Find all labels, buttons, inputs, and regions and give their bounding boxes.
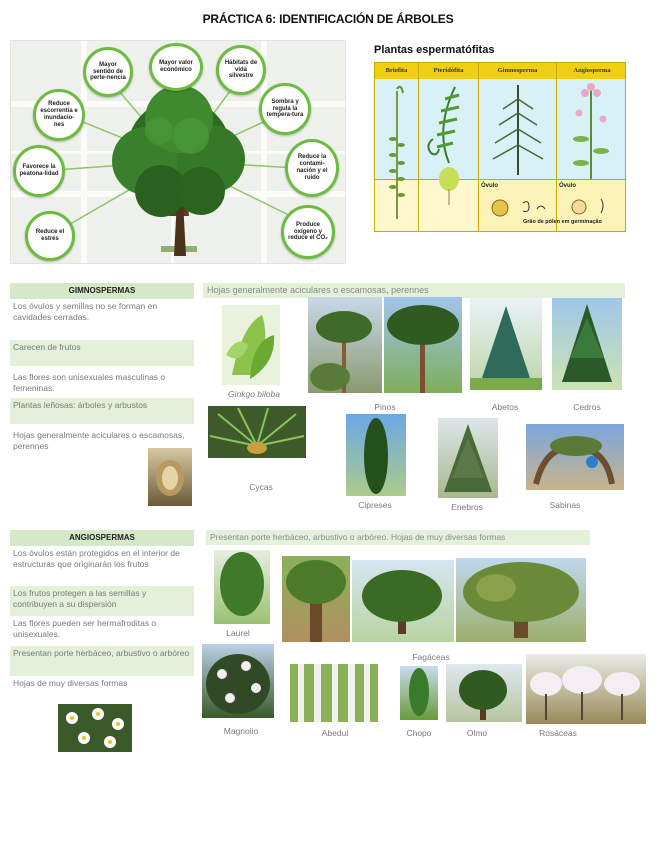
angiospermas-banner: Presentan porte herbáceo, arbustivo o arbóreo. Hojas de muy diversas formas bbox=[206, 530, 590, 545]
column-header: Briofita bbox=[375, 63, 419, 79]
abedul-photo bbox=[290, 664, 378, 722]
benefit-bubble: Produce oxígeno y reduce el CO₂ bbox=[281, 205, 335, 259]
rosaceas-photo bbox=[526, 654, 646, 724]
caption-olmo: Olmo bbox=[466, 728, 488, 738]
cipreses-photo bbox=[346, 414, 406, 496]
plant-illustrations bbox=[375, 79, 626, 232]
caption-enebros: Enebros bbox=[451, 502, 483, 512]
gimnospermas-header: GIMNOSPERMAS bbox=[10, 283, 194, 299]
fagaceas-photo-1 bbox=[282, 556, 350, 642]
benefit-bubble: Mayor sentido de perte-nencia bbox=[83, 47, 133, 97]
angiospermas-header: ANGIOSPERMAS bbox=[10, 530, 194, 546]
caption-rosaceas: Rosáceas bbox=[539, 728, 577, 738]
gimnospermas-row: Las flores son unisexuales masculinas o femeninas. bbox=[13, 372, 166, 393]
benefit-bubble: Favorece la peatona-lidad bbox=[13, 145, 65, 197]
ovulo-label: Óvulo bbox=[559, 183, 577, 189]
flowers-photo bbox=[58, 704, 132, 752]
benefit-bubble: Mayor valor económico bbox=[149, 43, 203, 91]
gimnospermas-row: Plantas leñosas: árboles y arbustos bbox=[10, 398, 194, 424]
angiospermas-row: Presentan porte herbáceo, arbustivo o arbóreo bbox=[10, 646, 194, 676]
column-header: Pteridófita bbox=[419, 63, 479, 79]
magnolio-photo bbox=[202, 644, 274, 718]
gimnospermas-banner: Hojas generalmente aciculares o escamosas, perennes bbox=[203, 283, 625, 298]
ginkgo-photo bbox=[222, 305, 280, 385]
plantas-title: Plantas espermatófitas bbox=[374, 44, 495, 56]
caption-laurel: Laurel bbox=[226, 628, 250, 638]
caption-cipreses: Cipreses bbox=[358, 500, 392, 510]
abetos-photo bbox=[470, 298, 542, 390]
caption-cycas: Cycas bbox=[249, 482, 273, 492]
plantas-table bbox=[374, 62, 626, 232]
pinos-photo-1 bbox=[308, 297, 382, 393]
angiospermas-row: Los frutos protegen a las semillas y contribuyen a su dispersión bbox=[10, 586, 194, 616]
page-title: PRÁCTICA 6: IDENTIFICACIÓN DE ÁRBOLES bbox=[202, 12, 454, 26]
benefit-bubble: Reduce escorrentía e inundacio-nes bbox=[33, 89, 85, 141]
caption-abetos: Abetos bbox=[491, 402, 519, 412]
ovulo-label: Óvulo bbox=[481, 183, 499, 189]
gimnospermas-row: Carecen de frutos bbox=[10, 340, 194, 366]
enebros-photo bbox=[438, 418, 498, 498]
caption-magnolio: Magnolio bbox=[223, 726, 259, 736]
polen-label: Grão de pólen em germinação bbox=[523, 219, 602, 225]
fagaceas-photo-3 bbox=[456, 558, 586, 642]
column-header: Gimnosperma bbox=[479, 63, 557, 79]
benefit-bubble: Reduce la contami-nación y el ruido bbox=[285, 139, 339, 197]
benefit-bubble: Reduce el estrés bbox=[25, 211, 75, 261]
cycas-photo bbox=[208, 406, 306, 458]
gimnospermas-row: Hojas generalmente aciculares o escamosas, perennes bbox=[13, 430, 185, 451]
benefit-bubble: Hábitats de vida silvestre bbox=[216, 45, 266, 95]
cone-photo bbox=[148, 448, 192, 506]
fagaceas-photo-2 bbox=[352, 560, 454, 642]
angiospermas-row: Los óvulos están protegidos en el interior de estructuras que originarán los frutos bbox=[13, 548, 180, 569]
caption-pinos: Pinos bbox=[374, 402, 396, 412]
caption-sabinas: Sabinas bbox=[549, 500, 581, 510]
tree-benefits-figure bbox=[10, 40, 346, 264]
caption-ginkgo: Ginkgo biloba bbox=[228, 389, 280, 399]
gimnospermas-row: Los óvulos y semillas no se forman en cavidades cerradas. bbox=[13, 301, 158, 322]
chopo-photo bbox=[400, 666, 438, 720]
column-header: Angiosperma bbox=[557, 63, 626, 79]
cedros-photo bbox=[552, 298, 622, 390]
caption-chopo: Chopo bbox=[406, 728, 432, 738]
benefit-bubble: Sombra y regula la tempera-tura bbox=[259, 83, 311, 135]
olmo-photo bbox=[446, 664, 522, 722]
laurel-photo bbox=[214, 550, 270, 624]
angiospermas-row: Las flores pueden ser hermafroditas o unisexuales. bbox=[13, 618, 157, 639]
caption-fagaceas: Fagáceas bbox=[412, 652, 450, 662]
angiospermas-row: Hojas de muy diversas formas bbox=[13, 678, 128, 688]
caption-cedros: Cedros bbox=[573, 402, 601, 412]
pinos-photo-2 bbox=[384, 297, 462, 393]
sabinas-photo bbox=[526, 424, 624, 490]
caption-abedul: Abedul bbox=[321, 728, 349, 738]
